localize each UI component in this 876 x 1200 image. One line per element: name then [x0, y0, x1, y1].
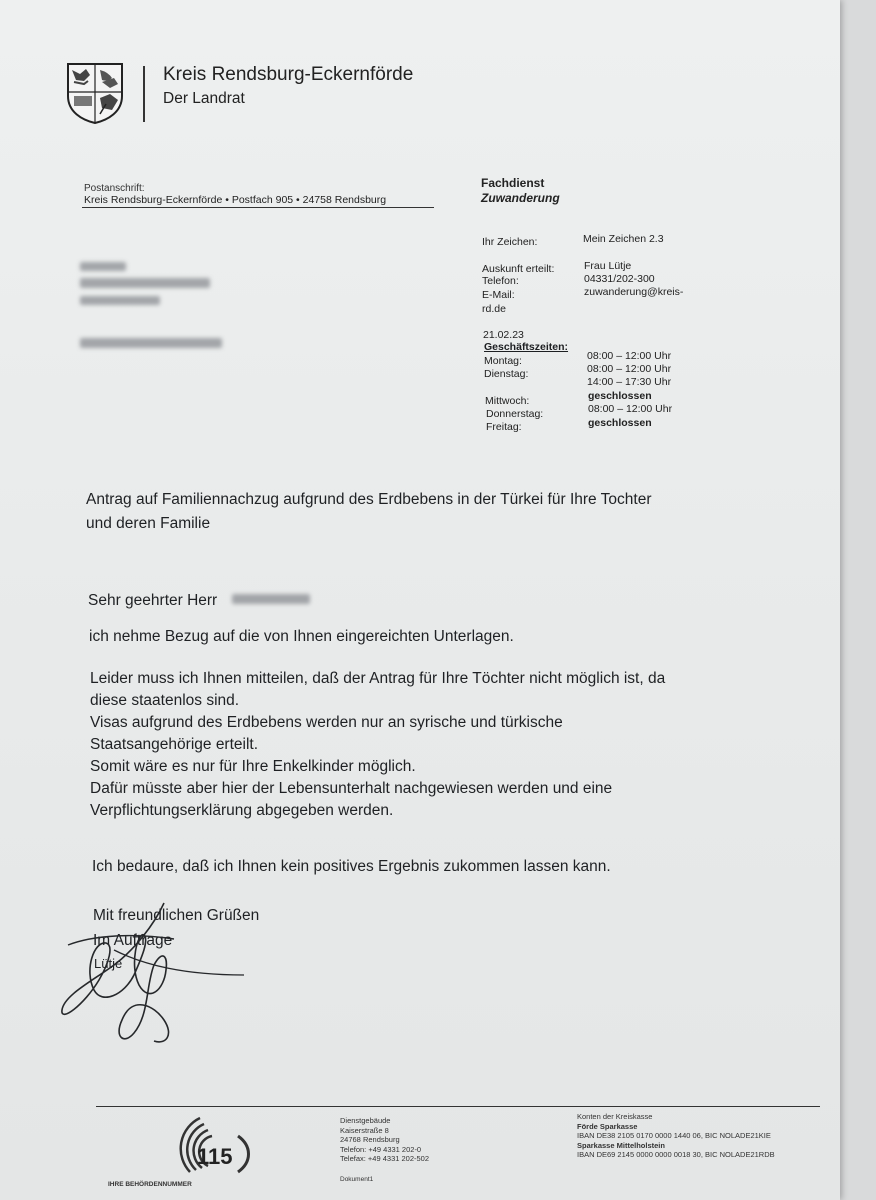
hours-day: Donnerstag: — [486, 408, 544, 420]
body-paragraph: Leider muss ich Ihnen mitteilen, daß der Antrag für Ihre Töchter nicht möglich ist, da diese staatenlos sind. Visas aufgrund des Erdbebens werden nur an syrische und türkische Staatsangehörige erteilt. Somit wäre es nur für Ihre Enkelkinder möglich. Dafür müsste aber hier der Lebensunterhalt nachgewiesen werden und eine Verpflichtungserklärung abgegeben werden. — [90, 670, 666, 819]
coat-of-arms-icon — [66, 62, 124, 124]
auskunft-value: Frau Lütje — [584, 260, 632, 272]
closing-on-behalf: Im Auftrage — [93, 932, 173, 949]
document-label: Dokument1 — [340, 1176, 374, 1183]
postal-label: Postanschrift: — [84, 183, 145, 194]
hours-time: geschlossen — [588, 417, 652, 429]
postal-underline — [82, 207, 434, 208]
office-hours-title: Geschäftszeiten: — [484, 341, 569, 353]
postal-address: Kreis Rendsburg-Eckernförde • Postfach 905 • 24758 Rendsburg — [84, 194, 387, 206]
department-name: Fachdienst Zuwanderung — [481, 176, 560, 205]
telefon-value: 04331/202-300 — [584, 273, 655, 285]
hours-time: 08:00 – 12:00 Uhr — [587, 350, 672, 362]
letter-date: 21.02.23 — [483, 329, 524, 341]
salutation: Sehr geehrter Herr — [88, 592, 218, 609]
signature-icon — [54, 895, 254, 1045]
logo-caption: IHRE BEHÖRDENNUMMER — [108, 1181, 192, 1188]
mein-zeichen-value: Mein Zeichen 2.3 — [583, 233, 664, 245]
redacted-recipient-line — [80, 262, 126, 271]
hours-day: Freitag: — [486, 421, 522, 433]
telefon-label: Telefon: — [482, 275, 519, 287]
body-paragraph: Ich bedaure, daß ich Ihnen kein positives Ergebnis zukommen lassen kann. — [92, 858, 611, 875]
hours-day: Mittwoch: — [485, 395, 530, 407]
hours-time: geschlossen — [588, 390, 652, 402]
logo-number: 115 — [197, 1144, 233, 1169]
footer-divider — [96, 1106, 820, 1107]
organization-name: Kreis Rendsburg-Eckernförde — [163, 64, 414, 85]
redacted-recipient-line — [80, 296, 160, 305]
ihr-zeichen-label: Ihr Zeichen: — [482, 236, 538, 248]
signer-name: Lütje — [94, 956, 123, 971]
hours-day: Dienstag: — [484, 368, 529, 380]
hours-time: 08:00 – 12:00 Uhr — [587, 363, 672, 375]
redacted-recipient-name — [232, 594, 310, 604]
redacted-recipient-line — [80, 278, 210, 288]
hours-time: 08:00 – 12:00 Uhr — [588, 403, 673, 415]
hours-day: Montag: — [484, 355, 522, 367]
bank-accounts: Konten der Kreiskasse Förde Sparkasse IBAN DE38 2105 0170 0000 1440 06, BIC NOLADE21KIE Sparkasse Mittelholstein IBAN DE69 2145 0000 0000 0018 30, BIC NOLADE21RDB — [577, 1112, 775, 1159]
hours-time: 14:00 – 17:30 Uhr — [587, 376, 672, 388]
letterhead-divider — [143, 66, 145, 122]
letter-subject: Antrag auf Familiennachzug aufgrund des Erdbebens in der Türkei für Ihre Tochter und deren Familie — [86, 491, 652, 532]
body-paragraph: ich nehme Bezug auf die von Ihnen eingereichten Unterlagen. — [89, 628, 514, 645]
office-address: Dienstgebäude Kaiserstraße 8 24768 Rendsburg Telefon: +49 4331 202-0 Telefax: +49 4331 202-502 — [340, 1116, 430, 1163]
email-value-cont: rd.de — [482, 303, 506, 315]
auskunft-label: Auskunft erteilt: — [482, 263, 555, 275]
redacted-recipient-line — [80, 338, 222, 348]
phone-number-115-logo-icon — [160, 1112, 260, 1184]
email-label: E-Mail: — [482, 289, 515, 301]
organization-subtitle: Der Landrat — [163, 90, 245, 107]
email-value: zuwanderung@kreis- — [584, 286, 684, 298]
closing: Mit freundlichen Grüßen — [93, 907, 260, 924]
